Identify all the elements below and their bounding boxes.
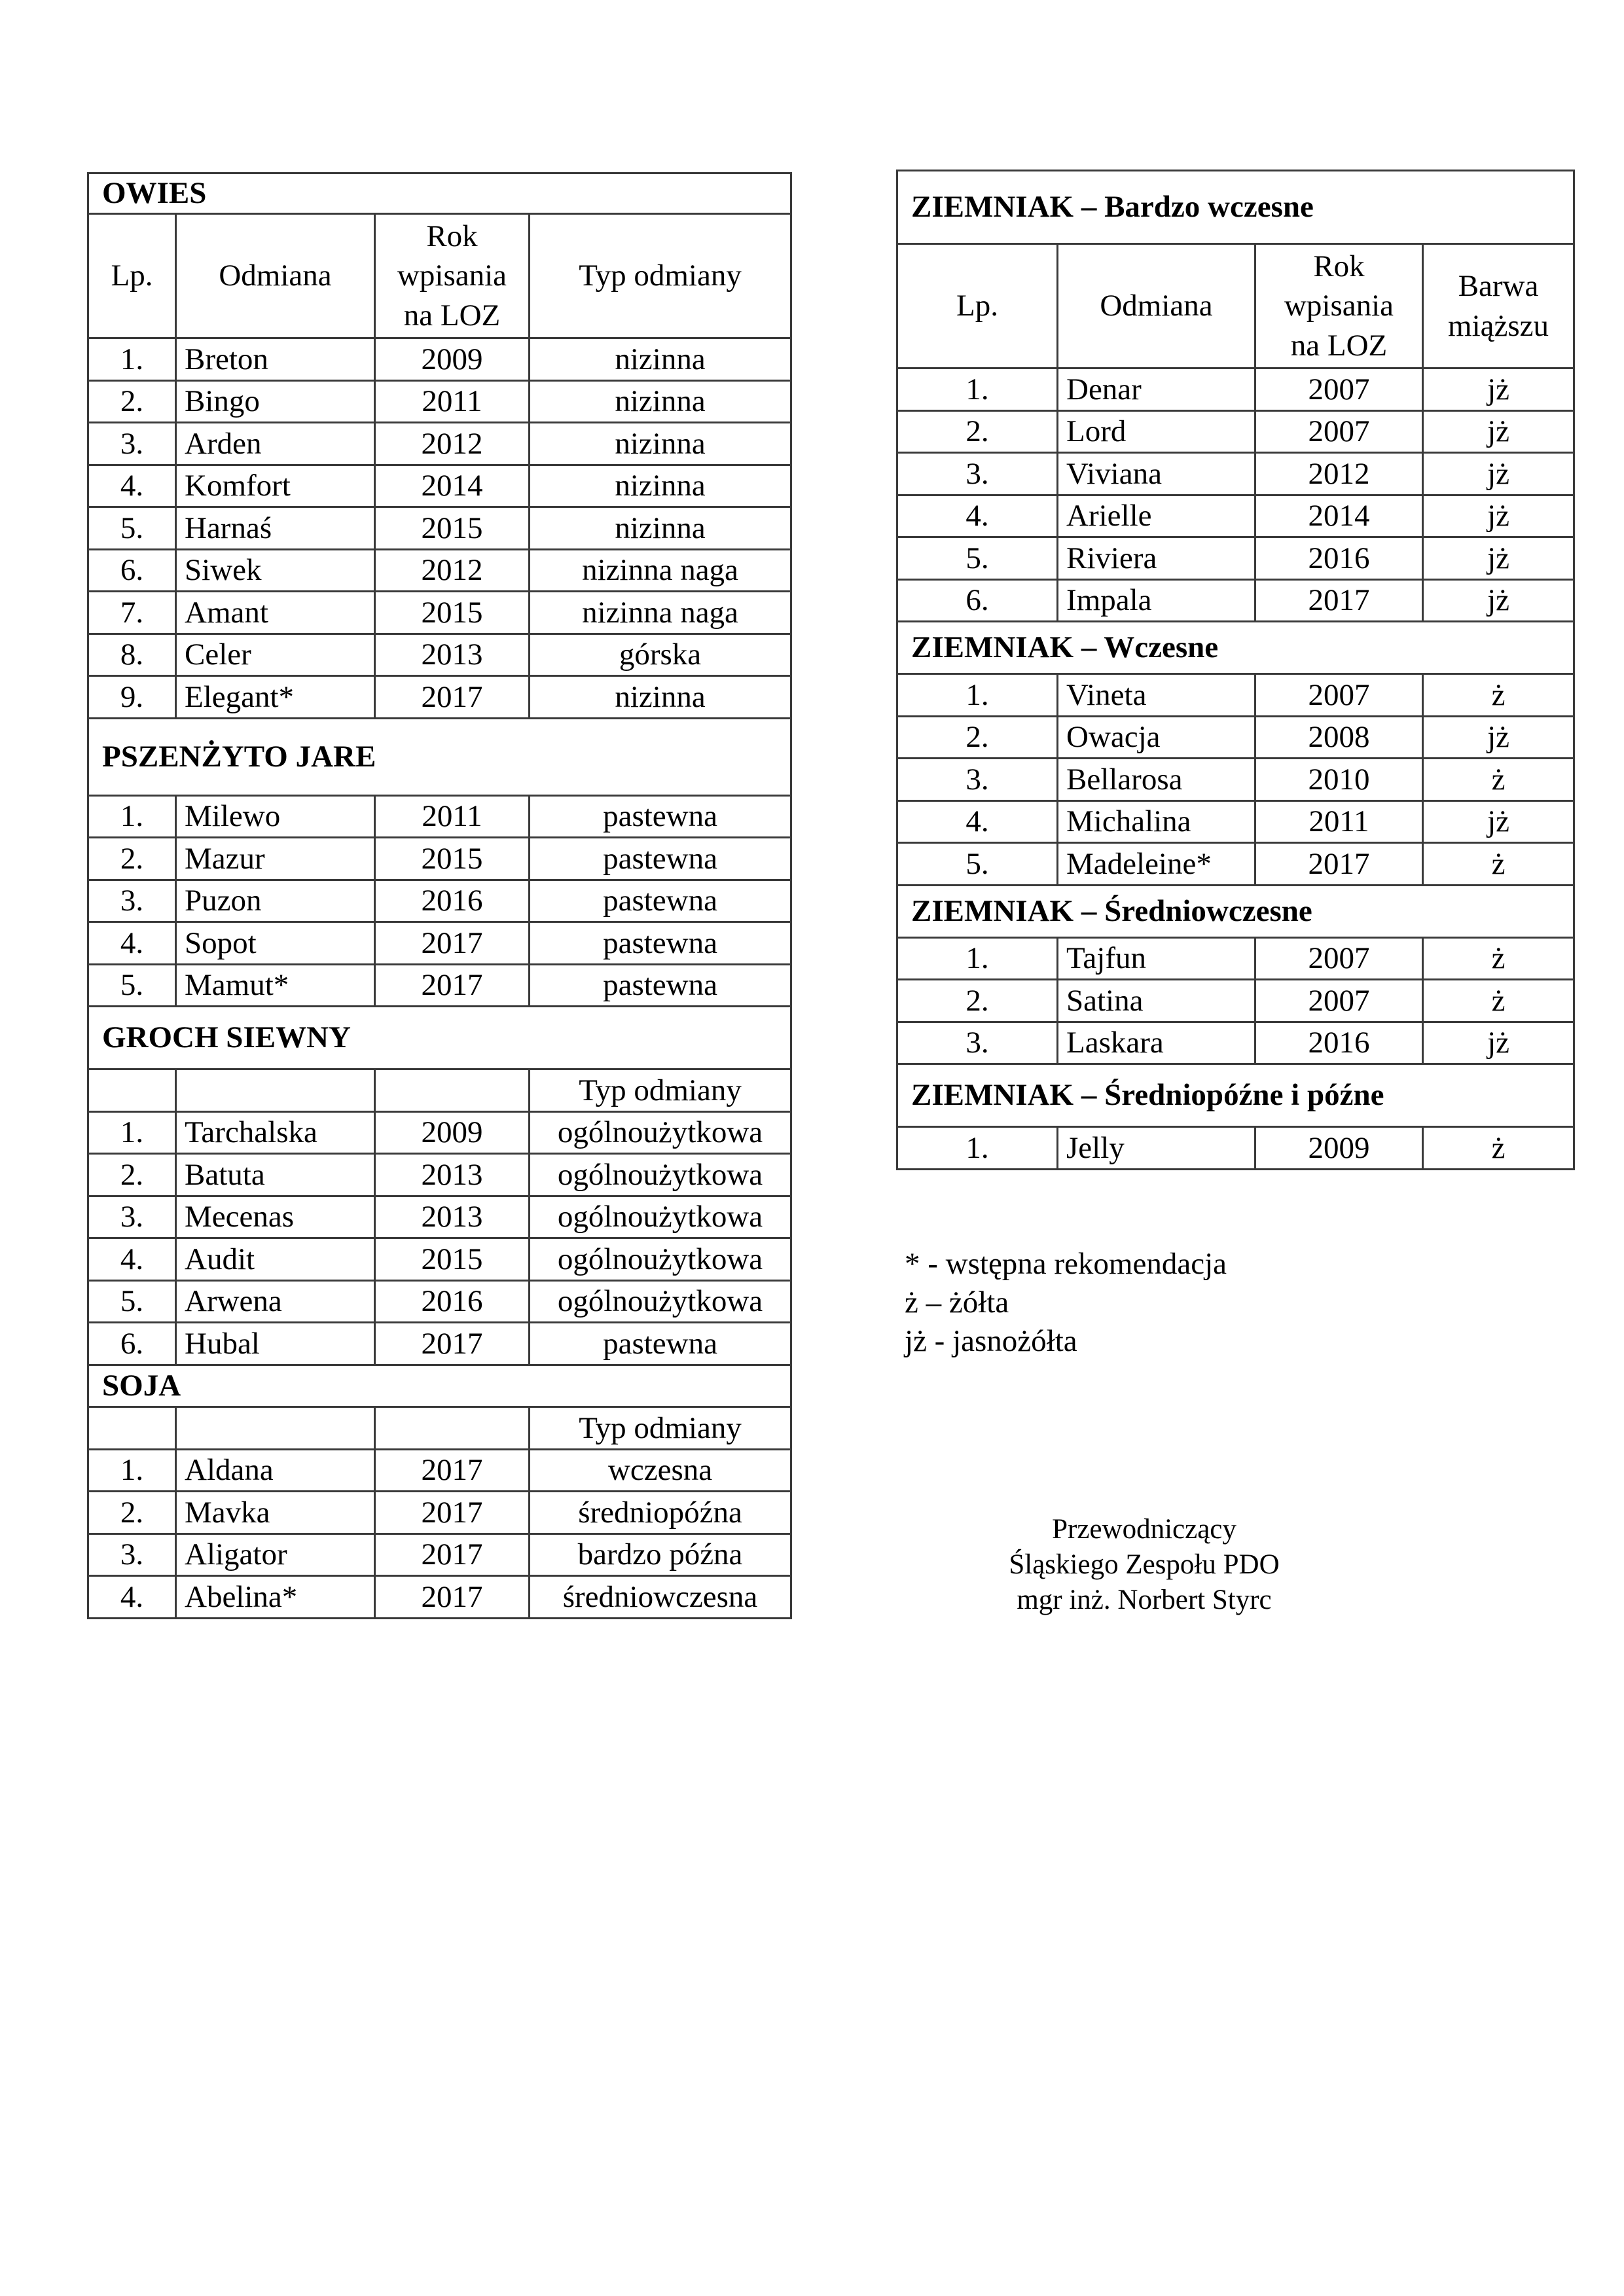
registration-year: 2008 — [1255, 716, 1423, 759]
flesh-color: jż — [1423, 537, 1574, 580]
registration-year: 2016 — [375, 880, 530, 922]
table-row — [897, 410, 1574, 453]
row-number: 4. — [88, 1238, 176, 1281]
registration-year: 2017 — [375, 1492, 530, 1534]
row-number: 3. — [88, 1534, 176, 1576]
flesh-color: jż — [1423, 495, 1574, 537]
table-row — [897, 495, 1574, 537]
registration-year: 2007 — [1255, 410, 1423, 453]
empty-header — [88, 1069, 176, 1112]
registration-year: 2017 — [1255, 843, 1423, 886]
table-row — [88, 465, 791, 507]
registration-year: 2012 — [1255, 453, 1423, 495]
variety-type: nizinna — [530, 676, 791, 719]
registration-year: 2016 — [1255, 1022, 1423, 1064]
table-row — [88, 1154, 791, 1196]
owies-section-row — [88, 173, 791, 214]
variety-type: górska — [530, 634, 791, 676]
table-row — [897, 1127, 1574, 1170]
registration-year: 2017 — [375, 1576, 530, 1619]
ziemniak-sredniowczesne-section-title: ZIEMNIAK – Średniowczesne — [897, 885, 1574, 937]
registration-year: 2017 — [375, 676, 530, 719]
row-number: 9. — [88, 676, 176, 719]
registration-year: 2017 — [375, 1534, 530, 1576]
owies-section-title: OWIES — [88, 173, 791, 214]
row-number: 3. — [897, 759, 1058, 801]
table-row — [88, 676, 791, 719]
flesh-color: jż — [1423, 368, 1574, 411]
barwa-header-line: miąższu — [1448, 308, 1549, 343]
registration-year: 2007 — [1255, 980, 1423, 1022]
table-row — [88, 1238, 791, 1281]
soja-section-title: SOJA — [88, 1365, 791, 1407]
legend-notes — [905, 1245, 1227, 1361]
row-number: 5. — [897, 537, 1058, 580]
ziemniak-sredniopozne-section-title: ZIEMNIAK – Średniopóźne i późne — [897, 1064, 1574, 1127]
variety-name: Aligator — [176, 1534, 375, 1576]
variety-name: Mamut* — [176, 964, 375, 1007]
table-row — [897, 674, 1574, 717]
rok-header-line: na LOZ — [1290, 328, 1388, 363]
variety-type: nizinna — [530, 380, 791, 423]
pszenzyto-jare-section-title: PSZENŻYTO JARE — [88, 718, 791, 795]
row-number: 3. — [88, 1196, 176, 1238]
empty-header — [176, 1407, 375, 1450]
variety-name: Denar — [1058, 368, 1255, 411]
table-row — [88, 1280, 791, 1323]
row-number: 1. — [897, 368, 1058, 411]
registration-year: 2014 — [1255, 495, 1423, 537]
table-row — [88, 1111, 791, 1154]
ziemniak-wczesne-section-title: ZIEMNIAK – Wczesne — [897, 622, 1574, 674]
variety-name: Bellarosa — [1058, 759, 1255, 801]
flesh-color: ż — [1423, 980, 1574, 1022]
variety-type: pastewna — [530, 880, 791, 922]
flesh-color: ż — [1423, 843, 1574, 886]
table-row — [897, 980, 1574, 1022]
row-number: 5. — [88, 507, 176, 550]
variety-type: ogólnoużytkowa — [530, 1238, 791, 1281]
flesh-color: jż — [1423, 800, 1574, 843]
registration-year: 2012 — [375, 549, 530, 592]
table-row — [897, 579, 1574, 622]
variety-name: Laskara — [1058, 1022, 1255, 1064]
left-variety-table — [87, 172, 792, 1619]
variety-name: Vineta — [1058, 674, 1255, 717]
variety-name: Milewo — [176, 795, 375, 838]
row-number: 2. — [88, 380, 176, 423]
flesh-color: jż — [1423, 410, 1574, 453]
variety-type: nizinna — [530, 423, 791, 465]
table-row — [88, 838, 791, 880]
variety-name: Arwena — [176, 1280, 375, 1323]
table-row — [897, 716, 1574, 759]
row-number: 5. — [88, 964, 176, 1007]
lp-header: Lp. — [88, 214, 176, 338]
registration-year: 2011 — [1255, 800, 1423, 843]
flesh-color: ż — [1423, 1127, 1574, 1170]
variety-type: ogólnoużytkowa — [530, 1111, 791, 1154]
variety-name: Owacja — [1058, 716, 1255, 759]
table-row — [897, 368, 1574, 411]
registration-year: 2015 — [375, 1238, 530, 1281]
table-row — [88, 1492, 791, 1534]
table-row — [88, 1196, 791, 1238]
empty-header — [375, 1407, 530, 1450]
row-number: 1. — [897, 1127, 1058, 1170]
variety-type: pastewna — [530, 795, 791, 838]
registration-year: 2013 — [375, 1154, 530, 1196]
variety-name: Bingo — [176, 380, 375, 423]
variety-name: Komfort — [176, 465, 375, 507]
table-row — [88, 634, 791, 676]
row-number: 6. — [897, 579, 1058, 622]
row-number: 1. — [897, 937, 1058, 980]
registration-year: 2011 — [375, 380, 530, 423]
row-number: 6. — [88, 1323, 176, 1365]
empty-header — [176, 1069, 375, 1112]
variety-name: Arielle — [1058, 495, 1255, 537]
registration-year: 2009 — [1255, 1127, 1423, 1170]
registration-year: 2017 — [375, 964, 530, 1007]
groch-siewny-section-title: GROCH SIEWNY — [88, 1007, 791, 1069]
registration-year: 2007 — [1255, 368, 1423, 411]
row-number: 2. — [88, 1154, 176, 1196]
registration-year: 2009 — [375, 1111, 530, 1154]
variety-name: Batuta — [176, 1154, 375, 1196]
row-number: 4. — [897, 800, 1058, 843]
ziemniak-sredniowczesne-section-row — [897, 885, 1574, 937]
rok-header-line: Rok — [1313, 249, 1365, 284]
row-number: 4. — [88, 1576, 176, 1619]
table-row — [897, 759, 1574, 801]
registration-year: 2016 — [375, 1280, 530, 1323]
ziemniak-bardzo-wczesne-section-row — [897, 171, 1574, 244]
variety-type: ogólnoużytkowa — [530, 1154, 791, 1196]
flesh-color: jż — [1423, 1022, 1574, 1064]
row-number: 1. — [88, 1111, 176, 1154]
groch-siewny-section-row — [88, 1007, 791, 1069]
rok-header-line: Rok — [426, 219, 478, 254]
odmiana-header: Odmiana — [1058, 244, 1255, 368]
row-number: 4. — [88, 922, 176, 965]
row-number: 1. — [897, 674, 1058, 717]
variety-name: Audit — [176, 1238, 375, 1281]
variety-name: Celer — [176, 634, 375, 676]
row-number: 8. — [88, 634, 176, 676]
table-header-row — [88, 1407, 791, 1450]
variety-name: Puzon — [176, 880, 375, 922]
registration-year: 2010 — [1255, 759, 1423, 801]
registration-year: 2014 — [375, 465, 530, 507]
variety-type: nizinna naga — [530, 549, 791, 592]
flesh-color: ż — [1423, 937, 1574, 980]
row-number: 2. — [897, 980, 1058, 1022]
table-row — [897, 1022, 1574, 1064]
registration-year: 2016 — [1255, 537, 1423, 580]
variety-name: Viviana — [1058, 453, 1255, 495]
variety-name: Mavka — [176, 1492, 375, 1534]
variety-name: Sopot — [176, 922, 375, 965]
registration-year: 2015 — [375, 592, 530, 634]
variety-name: Mecenas — [176, 1196, 375, 1238]
variety-type: pastewna — [530, 838, 791, 880]
variety-name: Amant — [176, 592, 375, 634]
row-number: 3. — [88, 880, 176, 922]
empty-header — [88, 1407, 176, 1450]
potato-variety-table — [896, 170, 1575, 1170]
variety-name: Hubal — [176, 1323, 375, 1365]
variety-type: pastewna — [530, 1323, 791, 1365]
registration-year: 2017 — [375, 922, 530, 965]
table-row — [88, 964, 791, 1007]
signature-name: mgr inż. Norbert Styrc — [1017, 1585, 1272, 1615]
table-row — [897, 843, 1574, 886]
typ-header: Typ odmiany — [530, 1069, 791, 1112]
soja-section-row — [88, 1365, 791, 1407]
ziemniak-sredniopozne-section-row — [897, 1064, 1574, 1127]
table-row — [88, 1449, 791, 1492]
flesh-color: ż — [1423, 759, 1574, 801]
lp-header: Lp. — [897, 244, 1058, 368]
rok-header-line: na LOZ — [403, 298, 501, 332]
empty-header — [375, 1069, 530, 1112]
row-number: 7. — [88, 592, 176, 634]
barwa-header — [1423, 244, 1574, 368]
note-zolta: ż – żółta — [905, 1285, 1009, 1319]
variety-type: nizinna — [530, 338, 791, 381]
table-row — [88, 1534, 791, 1576]
typ-header: Typ odmiany — [530, 1407, 791, 1450]
signature-block — [954, 1512, 1334, 1618]
variety-name: Tajfun — [1058, 937, 1255, 980]
variety-name: Breton — [176, 338, 375, 381]
variety-type: średniowczesna — [530, 1576, 791, 1619]
registration-year: 2013 — [375, 1196, 530, 1238]
table-row — [88, 922, 791, 965]
variety-type: pastewna — [530, 922, 791, 965]
row-number: 4. — [88, 465, 176, 507]
table-row — [88, 592, 791, 634]
registration-year: 2011 — [375, 795, 530, 838]
variety-name: Satina — [1058, 980, 1255, 1022]
typ-header: Typ odmiany — [530, 214, 791, 338]
odmiana-header: Odmiana — [176, 214, 375, 338]
variety-name: Siwek — [176, 549, 375, 592]
registration-year: 2015 — [375, 838, 530, 880]
registration-year: 2007 — [1255, 937, 1423, 980]
variety-name: Harnaś — [176, 507, 375, 550]
table-row — [88, 507, 791, 550]
table-row — [897, 453, 1574, 495]
row-number: 1. — [88, 1449, 176, 1492]
row-number: 2. — [88, 838, 176, 880]
variety-name: Madeleine* — [1058, 843, 1255, 886]
table-row — [88, 423, 791, 465]
registration-year: 2015 — [375, 507, 530, 550]
variety-name: Mazur — [176, 838, 375, 880]
pszenzyto-jare-section-row — [88, 718, 791, 795]
variety-type: średniopóźna — [530, 1492, 791, 1534]
row-number: 5. — [897, 843, 1058, 886]
variety-type: nizinna naga — [530, 592, 791, 634]
variety-name: Arden — [176, 423, 375, 465]
table-row — [88, 338, 791, 381]
variety-name: Riviera — [1058, 537, 1255, 580]
flesh-color: ż — [1423, 674, 1574, 717]
table-row — [897, 937, 1574, 980]
row-number: 2. — [897, 410, 1058, 453]
registration-year: 2017 — [375, 1449, 530, 1492]
registration-year: 2012 — [375, 423, 530, 465]
variety-name: Jelly — [1058, 1127, 1255, 1170]
registration-year: 2017 — [375, 1323, 530, 1365]
table-row — [88, 880, 791, 922]
rok-header — [375, 214, 530, 338]
variety-name: Elegant* — [176, 676, 375, 719]
variety-type: ogólnoużytkowa — [530, 1196, 791, 1238]
row-number: 5. — [88, 1280, 176, 1323]
registration-year: 2009 — [375, 338, 530, 381]
variety-type: nizinna — [530, 507, 791, 550]
variety-name: Aldana — [176, 1449, 375, 1492]
table-row — [897, 800, 1574, 843]
row-number: 1. — [88, 338, 176, 381]
rok-header-line: wpisania — [1284, 289, 1394, 323]
table-row — [88, 380, 791, 423]
row-number: 3. — [897, 453, 1058, 495]
ziemniak-bardzo-wczesne-section-title: ZIEMNIAK – Bardzo wczesne — [897, 171, 1574, 244]
row-number: 2. — [897, 716, 1058, 759]
row-number: 1. — [88, 795, 176, 838]
ziemniak-wczesne-section-row — [897, 622, 1574, 674]
variety-name: Abelina* — [176, 1576, 375, 1619]
signature-organization: Śląskiego Zespołu PDO — [1009, 1549, 1280, 1580]
table-row — [897, 537, 1574, 580]
variety-type: ogólnoużytkowa — [530, 1280, 791, 1323]
registration-year: 2007 — [1255, 674, 1423, 717]
row-number: 6. — [88, 549, 176, 592]
flesh-color: jż — [1423, 453, 1574, 495]
flesh-color: jż — [1423, 716, 1574, 759]
table-header-row — [88, 214, 791, 338]
table-header-row — [88, 1069, 791, 1112]
table-row — [88, 1576, 791, 1619]
table-row — [88, 549, 791, 592]
variety-name: Lord — [1058, 410, 1255, 453]
row-number: 2. — [88, 1492, 176, 1534]
note-jasnozolta: jż - jasnożółta — [905, 1324, 1077, 1358]
table-row — [88, 795, 791, 838]
registration-year: 2017 — [1255, 579, 1423, 622]
variety-name: Tarchalska — [176, 1111, 375, 1154]
variety-type: bardzo późna — [530, 1534, 791, 1576]
rok-header — [1255, 244, 1423, 368]
barwa-header-line: Barwa — [1458, 269, 1539, 304]
variety-type: nizinna — [530, 465, 791, 507]
variety-name: Impala — [1058, 579, 1255, 622]
signature-title: Przewodniczący — [1052, 1514, 1236, 1545]
row-number: 3. — [88, 423, 176, 465]
note-recommendation: * - wstępna rekomendacja — [905, 1247, 1227, 1281]
registration-year: 2013 — [375, 634, 530, 676]
variety-type: pastewna — [530, 964, 791, 1007]
table-header-row — [897, 244, 1574, 368]
row-number: 4. — [897, 495, 1058, 537]
row-number: 3. — [897, 1022, 1058, 1064]
rok-header-line: wpisania — [397, 259, 507, 293]
table-row — [88, 1323, 791, 1365]
variety-type: wczesna — [530, 1449, 791, 1492]
flesh-color: jż — [1423, 579, 1574, 622]
variety-name: Michalina — [1058, 800, 1255, 843]
